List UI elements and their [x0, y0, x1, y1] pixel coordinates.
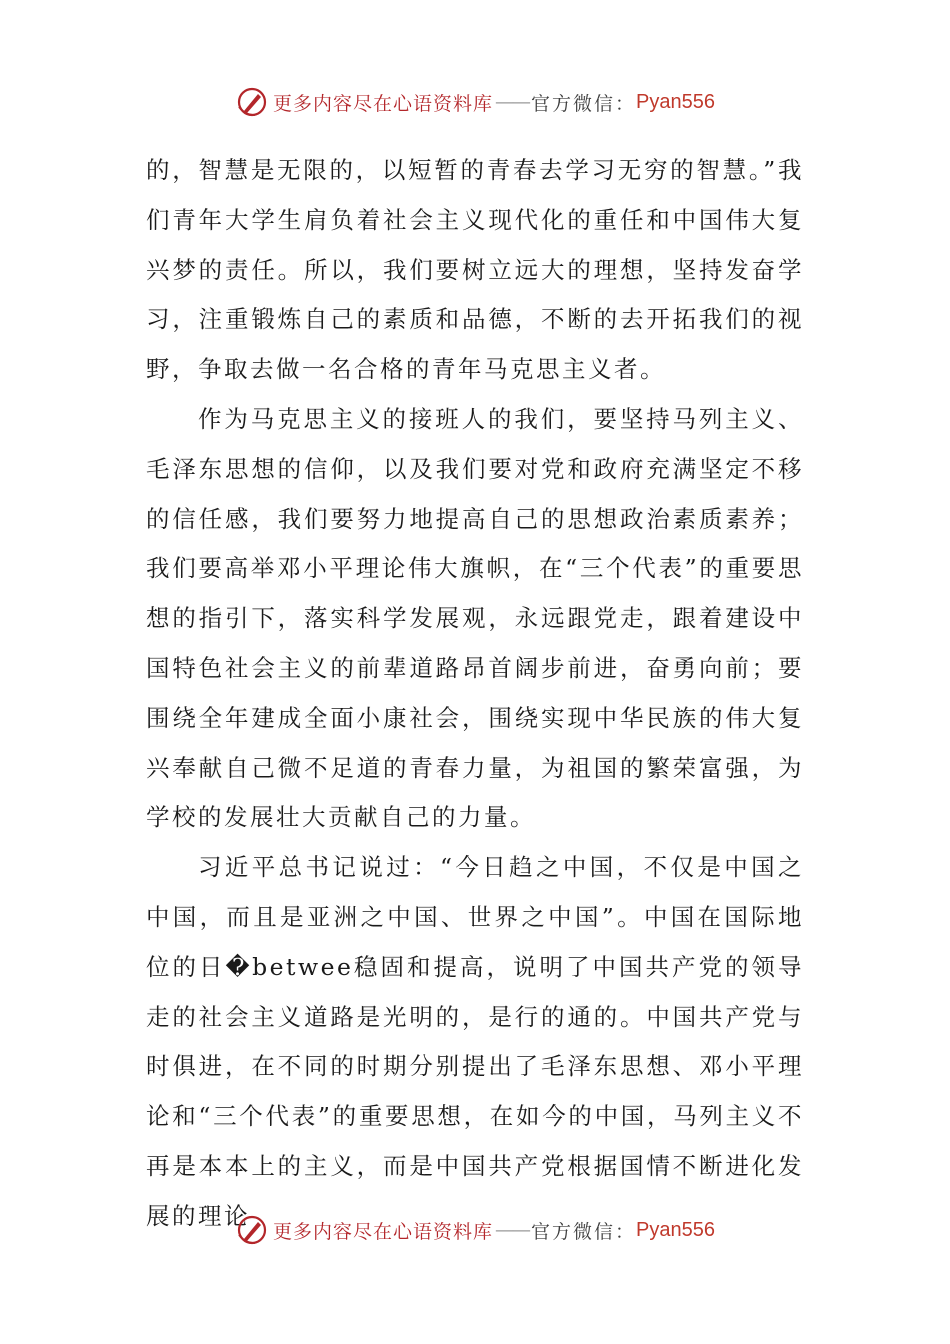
paragraph-1: 的，智慧是无限的，以短暂的青春去学习无穷的智慧。”我们青年大学生肩负着社会主义现代化的重任和中国伟大复兴梦的责任。所以，我们要树立远大的理想，坚持发奋学习，注重锻炼自己的素质和品德，不断的去开拓我们的视野，争取去做一名合格的青年马克思主义者。 [146, 156, 804, 384]
watermark-dash: —— [495, 91, 530, 113]
footer-watermark [0, 1210, 950, 1250]
paragraph-2: 作为马克思主义的接班人的我们，要坚持马列主义、毛泽东思想的信仰，以及我们要对党和政府充满坚定不移的信任感，我们要努力地提高自己的思想政治素质素养；我们要高举邓小平理论伟大旗帜，在“三个代表”的重要思想的指引下，落实科学发展观，永远跟党走，跟着建设中国特色社会主义的前辈道路昂首阔步前进，奋勇向前；要围绕全年建成全面小康社会，围绕实现中华民族的伟大复兴奉献自己微不足道的青春力量，为祖国的繁荣富强，为学校的发展壮大贡献自己的力量。 [146, 404, 804, 832]
watermark-wechat-label: 官方微信： [531, 1220, 637, 1243]
header-watermark [0, 82, 950, 122]
pen-logo-icon [235, 85, 269, 119]
watermark-wechat-label: 官方微信： [531, 92, 637, 115]
watermark-account: Pyan556 [636, 90, 715, 113]
document-body [146, 146, 804, 1242]
watermark-dash: —— [495, 1219, 530, 1241]
pen-logo-icon [235, 1213, 269, 1247]
paragraph-3: 习近平总书记说过：“今日趋之中国，不仅是中国之中国，而且是亚洲之中国、世界之中国”。中国在国际地位的日�betwee稳固和提高，说明了中国共产党的领导走的社会主义道路是光明的，是行的通的。中国共产党与时俱进，在不同的时期分别提出了毛泽东思想、邓小平理论和“三个代表”的重要思想，在如今的中国，马列主义不再是本本上的主义，而是中国共产党根据国情不断进化发展的理论 [146, 853, 804, 1230]
watermark-slogan: 更多内容尽在心语资料库 [273, 92, 494, 115]
watermark-slogan: 更多内容尽在心语资料库 [273, 1220, 494, 1243]
watermark-account: Pyan556 [636, 1218, 715, 1241]
